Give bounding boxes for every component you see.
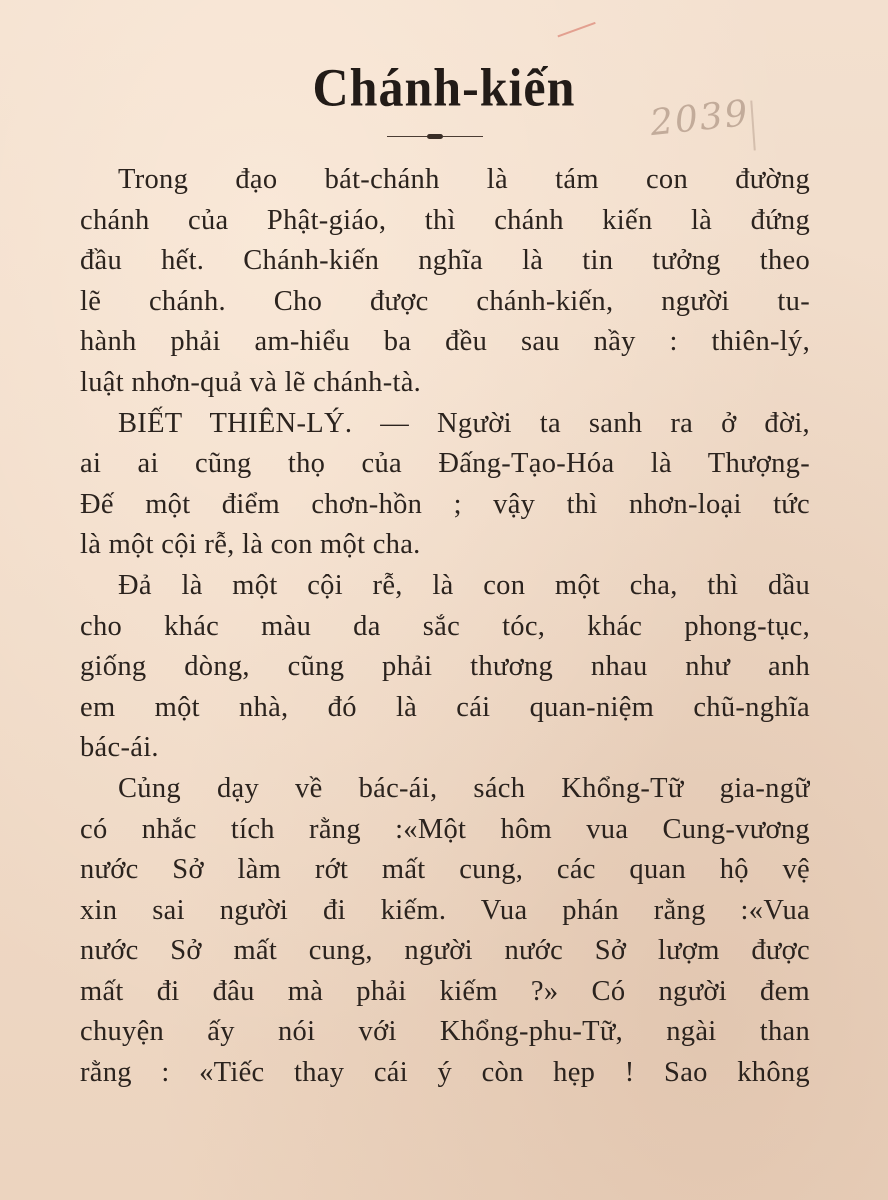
text-line: giống dòng, cũng phải thương nhau như anh <box>80 651 810 683</box>
text-line: chánh của Phật-giáo, thì chánh kiến là đứng <box>80 204 810 236</box>
ornament-center-icon <box>427 134 443 139</box>
text-line: BIẾT THIÊN-LÝ. — Người ta sanh ra ở đời, <box>118 407 810 439</box>
text-line: hành phải am-hiểu ba đều sau nầy : thiên-lý, <box>80 326 810 358</box>
text-line: cho khác màu da sắc tóc, khác phong-tục, <box>80 610 810 642</box>
text-line: Đả là một cội rễ, là con một cha, thì dầu <box>118 569 810 601</box>
text-line: bác-ái. <box>80 732 159 764</box>
text-line: mất đi đâu mà phải kiếm ?» Có người đem <box>80 975 810 1007</box>
text-line: có nhắc tích rằng :«Một hôm vua Cung-vương <box>80 813 810 845</box>
red-pencil-mark <box>557 22 602 56</box>
text-line: đầu hết. Chánh-kiến nghĩa là tin tưởng theo <box>80 245 810 277</box>
text-line: ai ai cũng thọ của Đấng-Tạo-Hóa là Thượng- <box>80 448 810 480</box>
text-line: luật nhơn-quả và lẽ chánh-tà. <box>80 366 422 398</box>
title-ornament-divider <box>387 132 483 142</box>
text-line: lẽ chánh. Cho được chánh-kiến, người tu- <box>80 285 810 317</box>
text-line: em một nhà, đó là cái quan-niệm chũ-nghĩa <box>80 691 810 723</box>
text-line: rằng : «Tiếc thay cái ý còn hẹp ! Sao không <box>80 1057 810 1089</box>
ornament-line-left <box>387 136 427 137</box>
handwritten-annotation: 2039 <box>648 92 752 145</box>
text-line: nước Sở mất cung, người nước Sở lượm được <box>80 935 810 967</box>
text-line: Trong đạo bát-chánh là tám con đường <box>118 164 810 195</box>
text-line: Đế một điểm chơn-hồn ; vậy thì nhơn-loại tức <box>80 488 810 520</box>
text-line: xin sai người đi kiếm. Vua phán rằng :«Vua <box>80 894 810 926</box>
body-text <box>80 160 810 1094</box>
annotation-bracket <box>750 100 769 151</box>
text-line: là một cội rễ, là con một cha. <box>80 529 421 561</box>
text-line: nước Sở làm rớt mất cung, các quan hộ vệ <box>80 854 810 886</box>
page-title: Chánh-kiến <box>312 56 576 118</box>
ornament-line-right <box>443 136 483 137</box>
text-line: chuyện ấy nói với Khổng-phu-Tữ, ngài than <box>80 1016 810 1048</box>
text-line: Củng dạy về bác-ái, sách Khổng-Tữ gia-ngữ <box>118 772 810 804</box>
